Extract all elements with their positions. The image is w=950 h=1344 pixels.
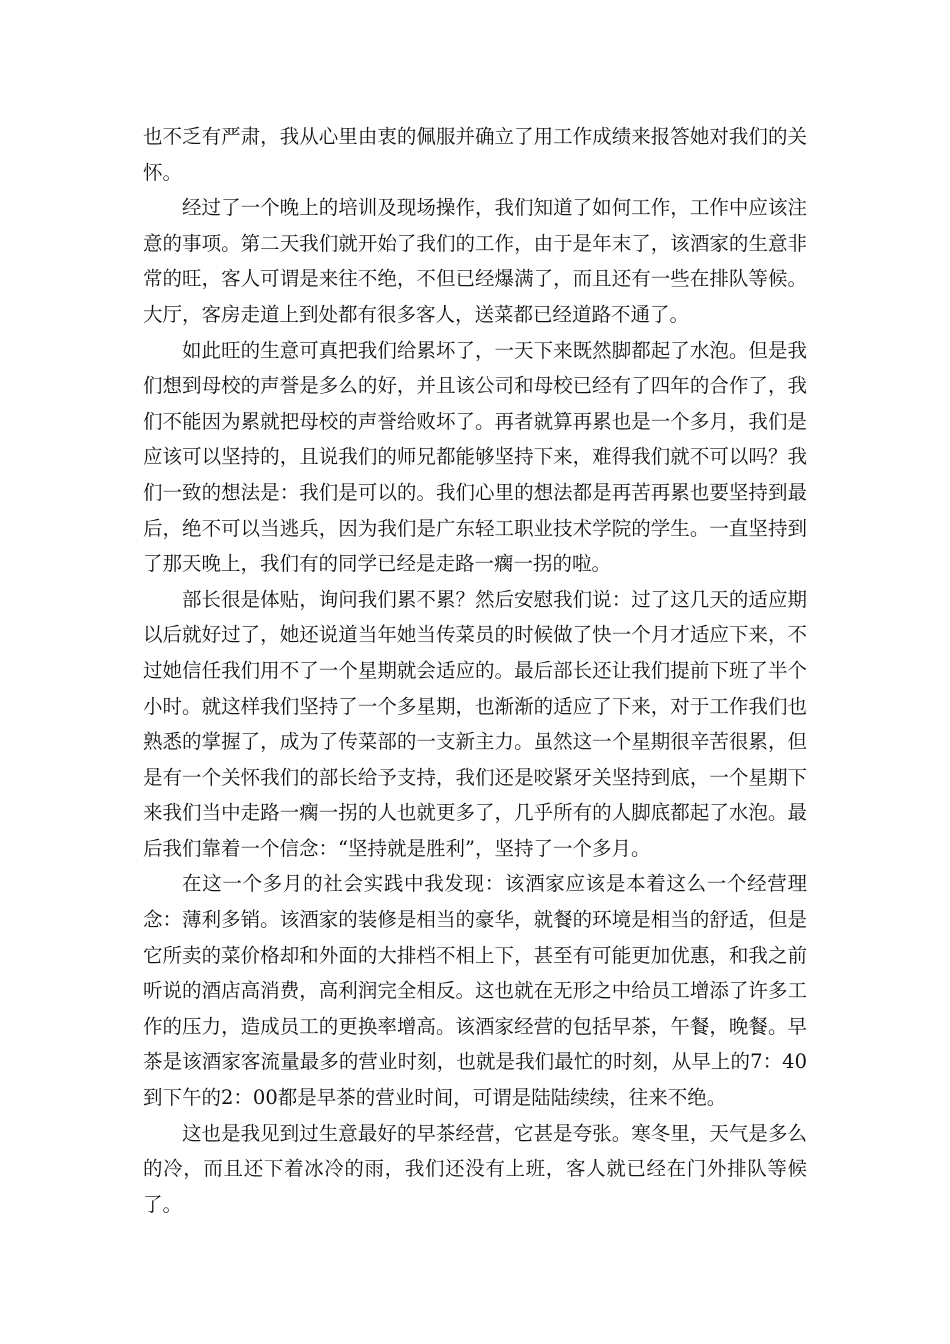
paragraph-manager: 部长很是体贴，询问我们累不累？然后安慰我们说：过了这几天的适应期以后就好过了，她还说道当年她当传菜员的时候做了快一个月才适应下来，不过她信任我们用不了一个星期就会适应的。最后部长还让我们提前下班了半个小时。就这样我们坚持了一个多星期，也渐渐的适应了下来，对于工作我们也熟悉的掌握了，成为了传菜部的一支新主力。虽然这一个星期很辛苦很累，但是有一个关怀我们的部长给予支持，我们还是咬紧牙关坚持到底，一个星期下来我们当中走路一瘸一拐的人也就更多了，几乎所有的人脚底都起了水泡。最后我们靠着一个信念：“坚持就是胜利”，坚持了一个多月。 (143, 587, 807, 860)
paragraph-business-concept: 在这一个多月的社会实践中我发现：该酒家应该是本着这么一个经营理念：薄利多销。该酒家的装修是相当的豪华，就餐的环境是相当的舒适，但是它所卖的菜价格却和外面的大排档不相上下，甚至有可能更加优惠，和我之前听说的酒店高消费，高利润完全相反。这也就在无形之中给员工增添了许多工作的压力，造成员工的更换率增高。该酒家经营的包括早茶，午餐，晚餐。早茶是该酒家客流量最多的营业时刻，也就是我们最忙的时刻，从早上的7：40到下午的2：00都是早茶的营业时间，可谓是陆陆续续，往来不绝。 (143, 872, 807, 1110)
paragraph-continued: 也不乏有严肃，我从心里由衷的佩服并确立了用工作成绩来报答她对我们的关怀。 (143, 125, 807, 184)
document-body (143, 119, 807, 1222)
paragraph-morning-tea: 这也是我见到过生意最好的早茶经营，它甚是夸张。寒冬里，天气是多么的冷，而且还下着冰冷的雨，我们还没有上班，客人就已经在门外排队等候了。 (143, 1121, 807, 1216)
paragraph-hard-work: 如此旺的生意可真把我们给累坏了，一天下来既然脚都起了水泡。但是我们想到母校的声誉是多么的好，并且该公司和母校已经有了四年的合作了，我们不能因为累就把母校的声誉给败坏了。再者就算再累也是一个多月，我们是应该可以坚持的，且说我们的师兄都能够坚持下来，难得我们就不可以吗？我们一致的想法是：我们是可以的。我们心里的想法都是再苦再累也要坚持到最后，绝不可以当逃兵，因为我们是广东轻工职业技术学院的学生。一直坚持到了那天晚上，我们有的同学已经是走路一瘸一拐的啦。 (143, 338, 807, 576)
paragraph-training: 经过了一个晚上的培训及现场操作，我们知道了如何工作，工作中应该注意的事项。第二天我们就开始了我们的工作，由于是年末了，该酒家的生意非常的旺，客人可谓是来往不绝，不但已经爆满了，而且还有一些在排队等候。大厅，客房走道上到处都有很多客人，送菜都已经道路不通了。 (143, 196, 807, 326)
